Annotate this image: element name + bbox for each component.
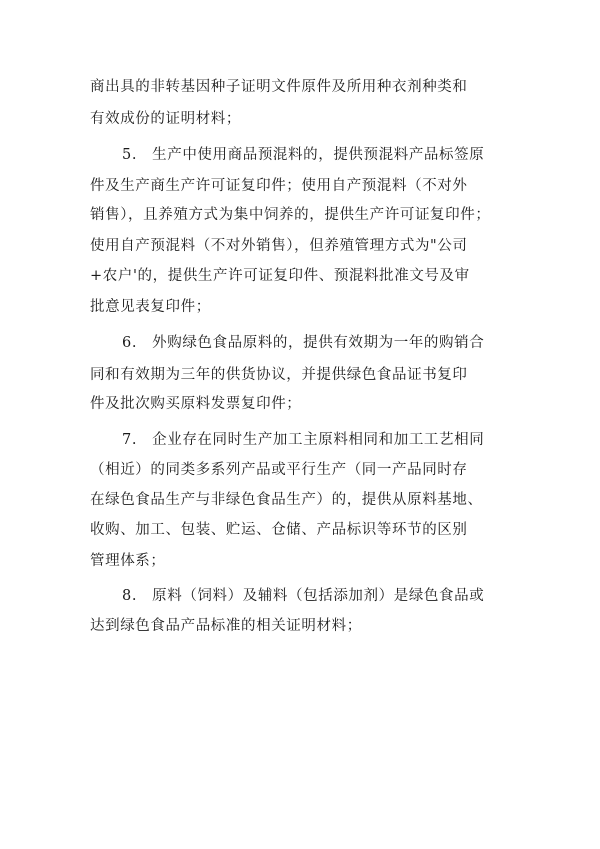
- text-line: 同和有效期为三年的供货协议，并提供绿色食品证书复印: [90, 367, 468, 383]
- list-item-7-line: 7. 企业存在同时生产加工主原料相同和加工工艺相同: [122, 432, 485, 448]
- text-line: 有效成份的证明材料；: [90, 111, 241, 127]
- list-item-8-line: 8. 原料（饲料）及辅料（包括添加剂）是绿色食品或: [122, 588, 485, 604]
- list-item-6-line: 6. 外购绿色食品原料的，提供有效期为一年的购销合: [122, 335, 485, 351]
- text-line: 商出具的非转基因种子证明文件原件及所用种衣剂种类和: [90, 79, 468, 95]
- text-line: 使用自产预混料（不对外销售），但养殖管理方式为"公司: [90, 238, 468, 254]
- text-line: （相近）的同类多系列产品或平行生产（同一产品同时存: [90, 462, 468, 478]
- text-line: 件及批次购买原料发票复印件；: [90, 396, 302, 412]
- text-line: 达到绿色食品产品标准的相关证明材料；: [90, 618, 362, 634]
- list-item-5-line: 5. 生产中使用商品预混料的，提供预混料产品标签原: [122, 147, 485, 163]
- text-line: 收购、加工、包装、贮运、仓储、产品标识等环节的区别: [90, 522, 468, 538]
- text-line: 管理体系；: [90, 553, 166, 569]
- text-line: +农户'的，提供生产许可证复印件、预混料批准文号及审: [90, 268, 470, 284]
- text-line: 批意见表复印件；: [90, 299, 211, 315]
- text-line: 在绿色食品生产与非绿色食品生产）的，提供从原料基地、: [90, 492, 483, 508]
- text-line: 销售），且养殖方式为集中饲养的，提供生产许可证复印件；: [90, 207, 491, 223]
- text-line: 件及生产商生产许可证复印件；使用自产预混料（不对外: [90, 178, 468, 194]
